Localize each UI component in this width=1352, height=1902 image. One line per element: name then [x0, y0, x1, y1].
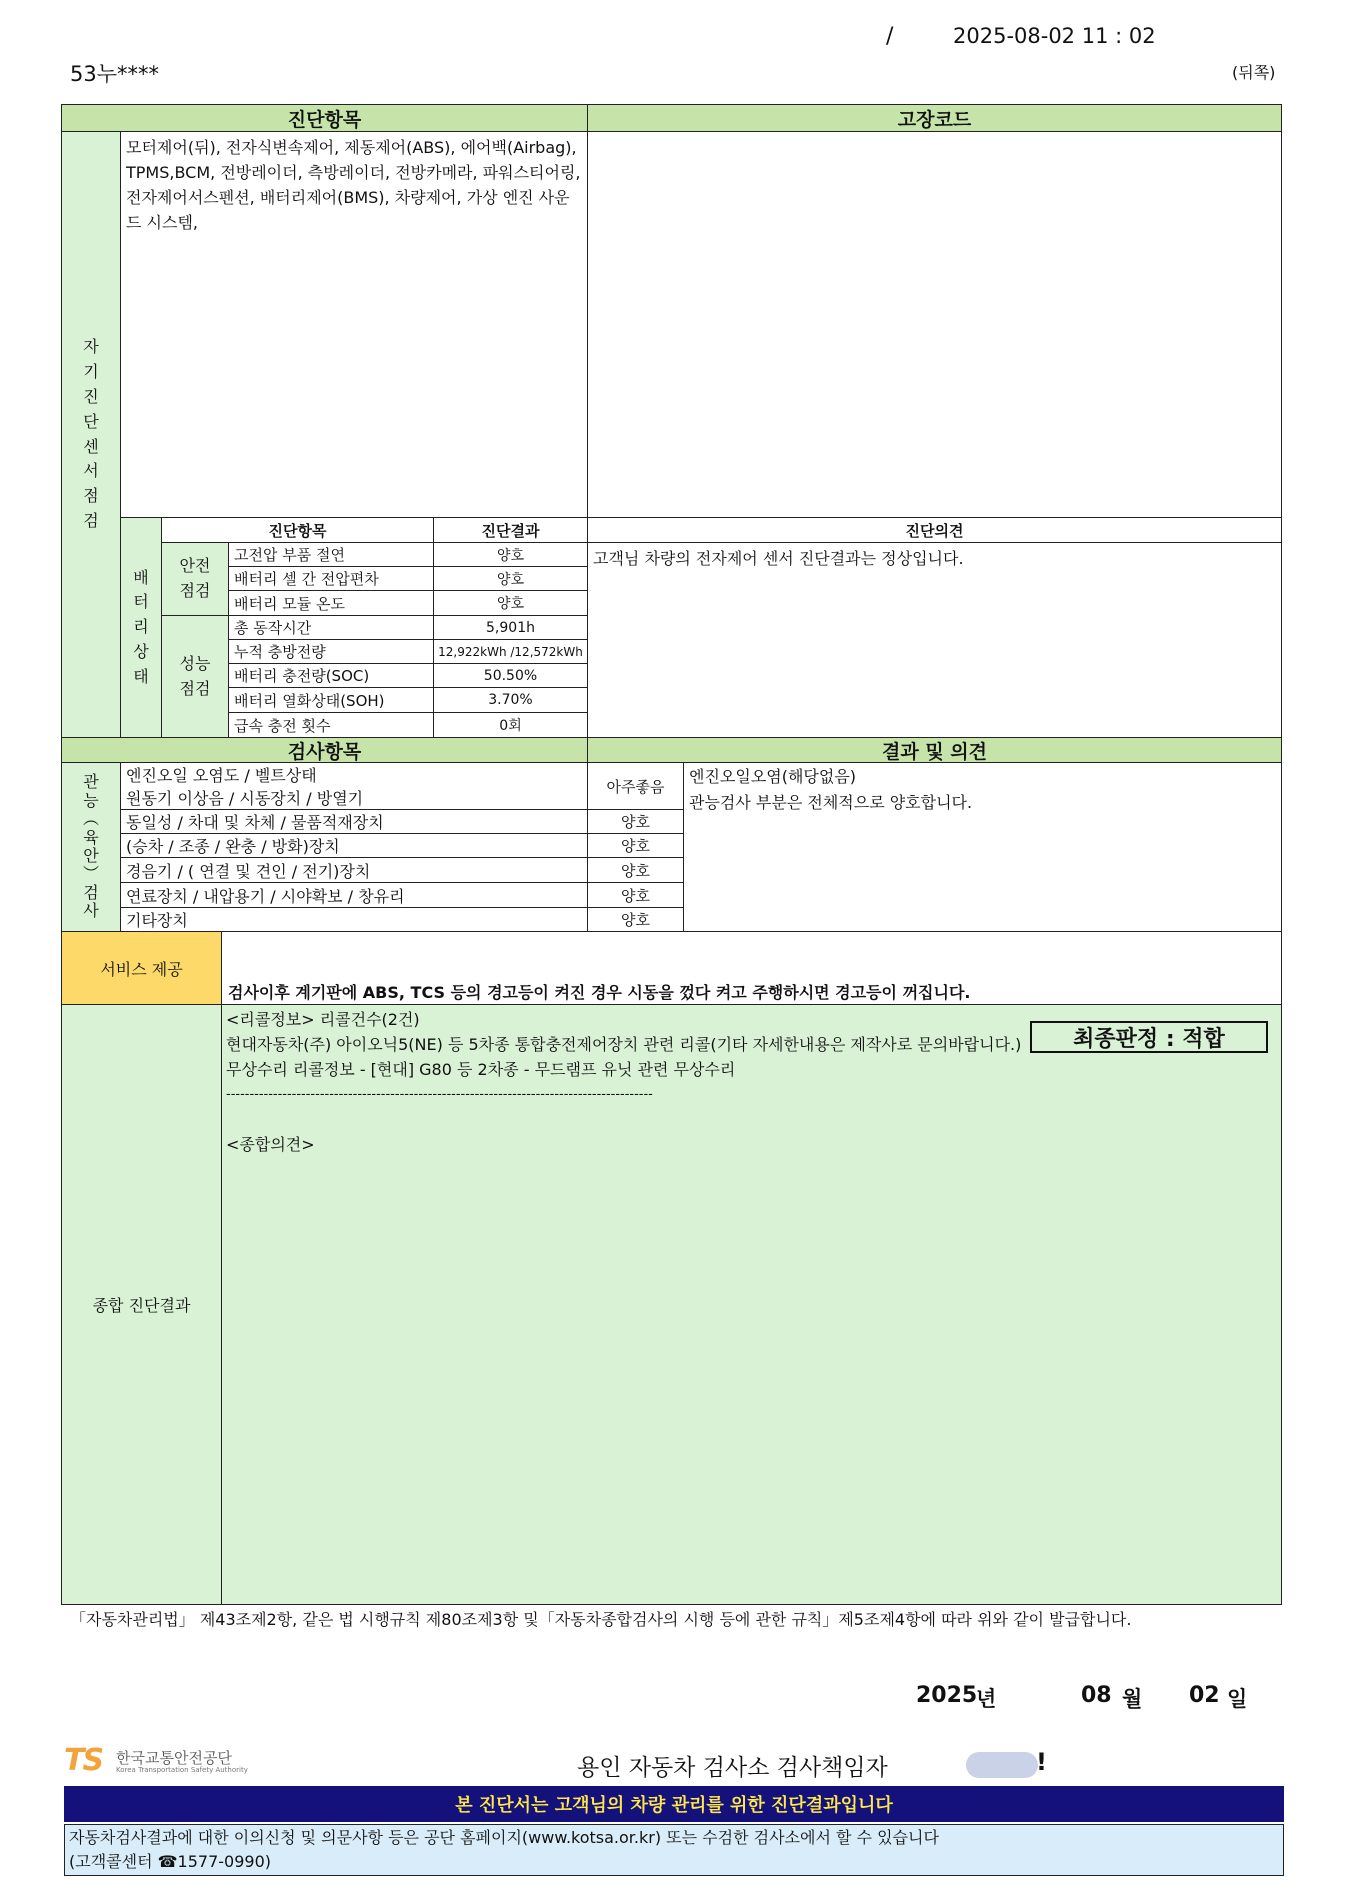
inspection-result: 양호: [587, 809, 684, 834]
page-side-label: (뒤쪽): [1232, 63, 1276, 82]
signature-mark: !: [1036, 1748, 1047, 1776]
service-notice: 검사이후 계기판에 ABS, TCS 등의 경고등이 켜진 경우 시동을 껐다 켜고 주행하시면 경고등이 꺼집니다.: [221, 931, 1282, 1005]
diagnosed-systems-list: 모터제어(뒤), 전자식변속제어, 제동제어(ABS), 에어백(Airbag), TPMS,BCM, 전방레이더, 측방레이더, 전방카메라, 파워스티어링, 전자제어서스펜션, 배터리제어(BMS), 차량제어, 가상 엔진 사운드 시스템,: [120, 131, 588, 518]
inspection-item: 기타장치: [120, 907, 588, 932]
issue-year-unit: 년: [976, 1687, 997, 1711]
fault-code-area: [587, 131, 1282, 518]
performance-result: 0회: [433, 712, 588, 738]
performance-result: 12,922kWh /12,572kWh: [433, 639, 588, 664]
summary-label: 종합 진단결과: [61, 1004, 222, 1605]
callcenter-line: (고객콜센터 ☎1577-0990): [69, 1852, 271, 1871]
battery-status-label: 배 터 리 상 태: [120, 517, 162, 738]
fault-code-header: 고장코드: [587, 104, 1282, 132]
inspection-result: 양호: [587, 857, 684, 883]
summary-content: [221, 1004, 1282, 1605]
notice-line: 자동차검사결과에 대한 이의신청 및 의문사항 등은 공단 홈페이지(www.kotsa.or.kr) 또는 수검한 검사소에서 할 수 있습니다: [69, 1828, 939, 1847]
ts-logo-mark: TS: [64, 1743, 103, 1778]
service-label: 서비스 제공: [61, 931, 222, 1005]
inspection-item-group: [120, 762, 588, 810]
license-plate: 53누****: [70, 62, 160, 86]
battery-result-header: 진단결과: [433, 517, 588, 543]
issue-month-unit: 월: [1122, 1687, 1143, 1711]
issue-datetime: 2025-08-02 11 : 02: [953, 24, 1156, 48]
battery-opinion: 고객님 차량의 전자제어 센서 진단결과는 정상입니다.: [587, 542, 1282, 738]
performance-result: 50.50%: [433, 663, 588, 688]
inspection-opinion: [683, 762, 1282, 932]
issue-day: 02: [1189, 1683, 1220, 1708]
performance-item: 총 동작시간: [228, 615, 434, 640]
inspection-result: 아주좋음: [587, 762, 684, 810]
inspection-result-header: 결과 및 의견: [587, 737, 1282, 763]
safety-check-label: 안전 점검: [161, 542, 229, 616]
performance-item: 배터리 열화상태(SOH): [228, 687, 434, 713]
safety-item: 고전압 부품 절연: [228, 542, 434, 567]
notice-banner: 본 진단서는 고객님의 차량 관리를 위한 진단결과입니다: [64, 1786, 1284, 1822]
notice-box: [64, 1824, 1284, 1876]
overall-opinion-header: <종합의견>: [226, 1135, 315, 1154]
final-verdict-box: 최종판정 : 적합: [1030, 1021, 1268, 1053]
inspection-item: 연료장치 / 내압용기 / 시야확보 / 창유리: [120, 882, 588, 908]
issuer-line: 용인 자동차 검사소 검사책임자: [577, 1755, 888, 1781]
summary-divider: -------------------------------------------------------------------------------------------: [226, 1087, 653, 1102]
performance-item: 누적 충방전량: [228, 639, 434, 664]
sensory-inspection-label: 관 능 ︵ 육 안 ︶ 검 사: [61, 762, 121, 932]
header-slash: /: [886, 24, 894, 49]
issue-month: 08: [1081, 1683, 1112, 1708]
diag-item-header: 진단항목: [61, 104, 588, 132]
self-diagnosis-section-label: 자 기 진 단 센 서 점 검: [61, 131, 121, 738]
signature-redacted: [966, 1752, 1038, 1778]
inspection-opinion-line: 관능검사 부분은 전체적으로 양호합니다.: [689, 793, 973, 812]
performance-item: 급속 충전 횟수: [228, 712, 434, 738]
safety-result: 양호: [433, 566, 588, 591]
performance-item: 배터리 충전량(SOC): [228, 663, 434, 688]
recall-item: 무상수리 리콜정보 - [현대] G80 등 2차종 - 무드램프 유닛 관련 무상수리: [226, 1060, 736, 1079]
issue-year: 2025: [916, 1683, 978, 1708]
battery-opinion-header: 진단의견: [587, 517, 1282, 543]
inspection-item: 원동기 이상음 / 시동장치 / 방열기: [126, 789, 364, 808]
recall-item: 현대자동차(주) 아이오닉5(NE) 등 5차종 통합충전제어장치 관련 리콜(기타 자세한내용은 제작사로 문의바랍니다.): [226, 1035, 1022, 1054]
inspection-item: 엔진오일 오염도 / 벨트상태: [126, 766, 317, 785]
safety-result: 양호: [433, 542, 588, 567]
logo-org-name-en: Korea Transportation Safety Authority: [116, 1766, 248, 1774]
recall-header: <리콜정보> 리콜건수(2건): [226, 1010, 420, 1029]
kotsa-logo: [64, 1743, 254, 1778]
inspection-item: 동일성 / 차대 및 차체 / 물품적재장치: [120, 809, 588, 834]
logo-org-name: 한국교통안전공단: [116, 1749, 232, 1767]
issue-day-unit: 일: [1227, 1687, 1248, 1711]
battery-item-header: 진단항목: [161, 517, 434, 543]
safety-result: 양호: [433, 590, 588, 616]
inspection-result: 양호: [587, 907, 684, 932]
safety-item: 배터리 셀 간 전압편차: [228, 566, 434, 591]
inspection-result: 양호: [587, 833, 684, 858]
legal-basis: 「자동차관리법」 제43조제2항, 같은 법 시행규칙 제80조제3항 및「자동차종합검사의 시행 등에 관한 규칙」제5조제4항에 따라 위와 같이 발급합니다.: [70, 1610, 1132, 1629]
inspection-item: (승차 / 조종 / 완충 / 방화)장치: [120, 833, 588, 858]
performance-result: 5,901h: [433, 615, 588, 640]
inspection-item-header: 검사항목: [61, 737, 588, 763]
safety-item: 배터리 모듈 온도: [228, 590, 434, 616]
performance-check-label: 성능 점검: [161, 615, 229, 738]
inspection-result: 양호: [587, 882, 684, 908]
inspection-opinion-line: 엔진오일오염(해당없음): [689, 767, 857, 786]
performance-result: 3.70%: [433, 687, 588, 713]
inspection-item: 경음기 / ( 연결 및 견인 / 전기)장치: [120, 857, 588, 883]
